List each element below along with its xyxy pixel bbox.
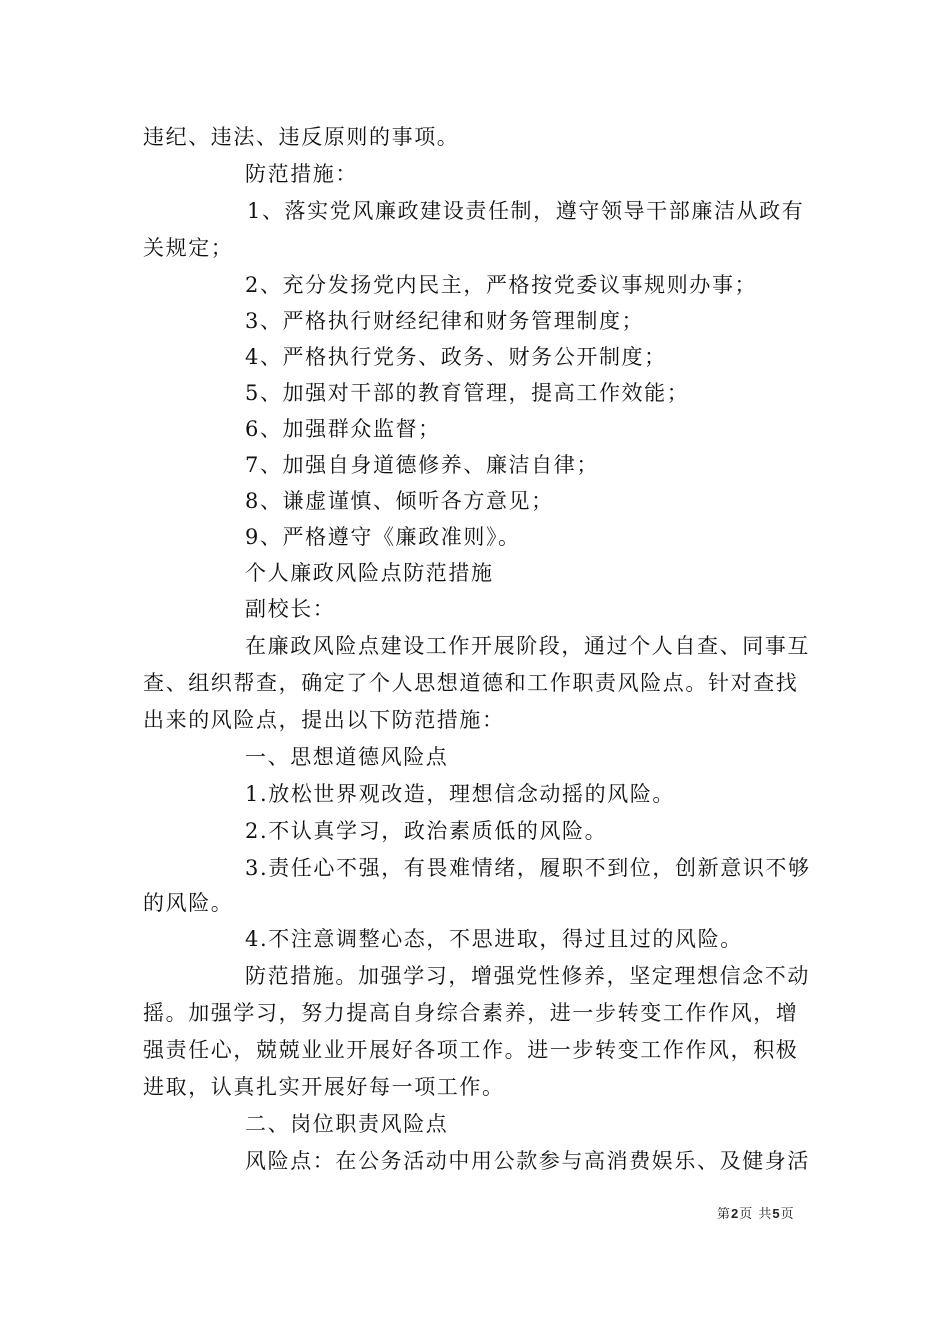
text-line: 在廉政风险点建设工作开展阶段，通过个人自查、同事互 [245,634,810,658]
current-page-number: 2 [731,1206,740,1221]
footer-suffix: 页 [780,1207,795,1222]
text-line: 二、岗位职责风险点 [245,1112,449,1136]
text-line: 的风险。 [143,891,234,915]
text-line: 1、落实党风廉政建设责任制，遵守领导干部廉洁从政有 [247,199,805,223]
text-line: 1.放松世界观改造，理想信念动摇的风险。 [245,782,676,806]
text-line: 4、严格执行党务、政务、财务公开制度； [245,345,667,369]
text-line: 3、严格执行财经纪律和财务管理制度； [245,309,645,333]
text-line: 防范措施。加强学习，增强党性修养，坚定理想信念不动 [245,964,810,988]
text-line: 一、思想道德风险点 [245,745,449,769]
text-line: 防范措施： [245,162,358,186]
text-line: 4.不注意调整心态，不思进取，得过且过的风险。 [245,927,743,951]
text-line: 3.责任心不强，有畏难情绪，履职不到位，创新意识不够 [245,856,811,880]
section-heading: 个人廉政风险点防范措施 [245,561,494,585]
footer-middle: 页 共 [739,1207,773,1222]
text-line: 风险点：在公务活动中用公款参与高消费娱乐、及健身活 [245,1149,810,1173]
text-line: 6、加强群众监督； [245,417,441,441]
text-line: 关规定； [143,236,234,260]
page-footer [717,1203,795,1222]
text-line: 7、加强自身道德修养、廉洁自律； [245,453,599,477]
text-line: 2.不认真学习，政治素质低的风险。 [245,819,608,843]
text-line: 进取，认真扎实开展好每一项工作。 [143,1075,505,1099]
footer-prefix: 第 [717,1207,732,1222]
text-line: 强责任心，兢兢业业开展好各项工作。进一步转变工作作风，积极 [143,1038,799,1062]
text-line: 副校长： [245,597,336,621]
text-line: 查、组织帮查，确定了个人思想道德和工作职责风险点。针对查找 [143,671,799,695]
text-line: 违纪、违法、违反原则的事项。 [143,125,460,149]
text-line: 出来的风险点，提出以下防范措施： [143,708,505,732]
text-line: 摇。加强学习，努力提高自身综合素养，进一步转变工作作风，增 [143,1001,799,1025]
text-line: 2、充分发扬党内民主，严格按党委议事规则办事； [245,273,758,297]
text-line: 5、加强对干部的教育管理，提高工作效能； [245,381,690,405]
text-line: 9、严格遵守《廉政准则》。 [245,525,521,549]
total-page-count: 5 [772,1206,781,1221]
text-line: 8、谦虚谨慎、倾听各方意见； [245,489,554,513]
